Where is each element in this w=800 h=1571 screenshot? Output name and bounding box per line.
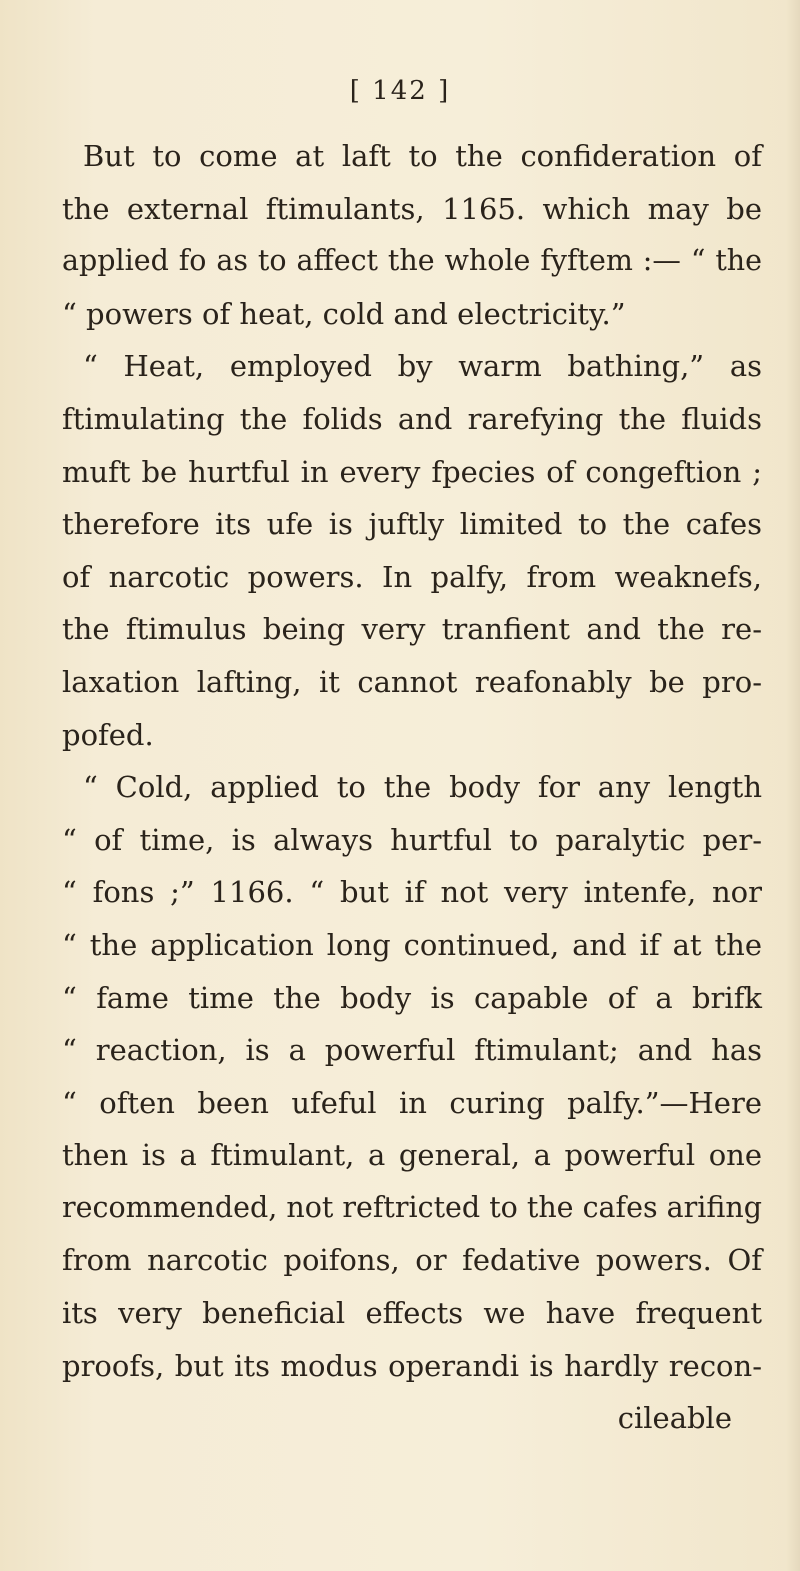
- page-edge-shadow: [786, 0, 800, 1571]
- text-line: pofed.: [62, 717, 154, 752]
- text-line: “ powers of heat, cold and electricity.”: [62, 296, 626, 331]
- text-line: the external ftimulants, 1165. which may be: [62, 191, 762, 226]
- body-text: [62, 130, 762, 1445]
- text-line: “ Heat, employed by warm bathing,” as: [83, 349, 762, 384]
- text-line: muft be hurtful in every fpecies of congeftion ;: [62, 454, 762, 489]
- text-line: applied fo as to affect the whole fyftem :— “ the: [62, 244, 762, 278]
- page-number: [ 142 ]: [349, 76, 451, 106]
- text-line: “ reaction, is a powerful ftimulant; and has: [62, 1033, 762, 1068]
- text-line: therefore its ufe is juftly limited to the cafes: [62, 507, 762, 542]
- text-line: But to come at laft to the confideration of: [83, 139, 762, 173]
- text-line: “ Cold, applied to the body for any length: [83, 770, 762, 805]
- text-line: from narcotic poifons, or fedative powers. Of: [62, 1243, 762, 1278]
- text-line: ftimulating the folids and rarefying the fluids: [62, 401, 762, 436]
- catchword: cileable: [617, 1401, 732, 1436]
- text-line: “ the application long continued, and if at the: [62, 927, 762, 962]
- text-line: “ often been ufeful in curing palfy.”—Here: [62, 1085, 762, 1120]
- text-line: “ of time, is always hurtful to paralytic per-: [62, 822, 762, 857]
- text-line: then is a ftimulant, a general, a powerful one: [62, 1138, 762, 1173]
- text-line: of narcotic powers. In palfy, from weaknefs,: [62, 559, 762, 594]
- text-line: “ fame time the body is capable of a brifk: [62, 980, 762, 1015]
- text-line: proofs, but its modus operandi is hardly recon-: [62, 1348, 762, 1383]
- text-line: “ fons ;” 1166. “ but if not very intenfe, nor: [62, 875, 762, 910]
- text-line: recommended, not reftricted to the cafes arifing: [62, 1190, 762, 1224]
- text-line: laxation lafting, it cannot reafonably be pro-: [62, 664, 762, 699]
- text-line: its very beneficial effects we have frequent: [62, 1296, 762, 1331]
- text-line: the ftimulus being very tranfient and the re-: [62, 612, 762, 647]
